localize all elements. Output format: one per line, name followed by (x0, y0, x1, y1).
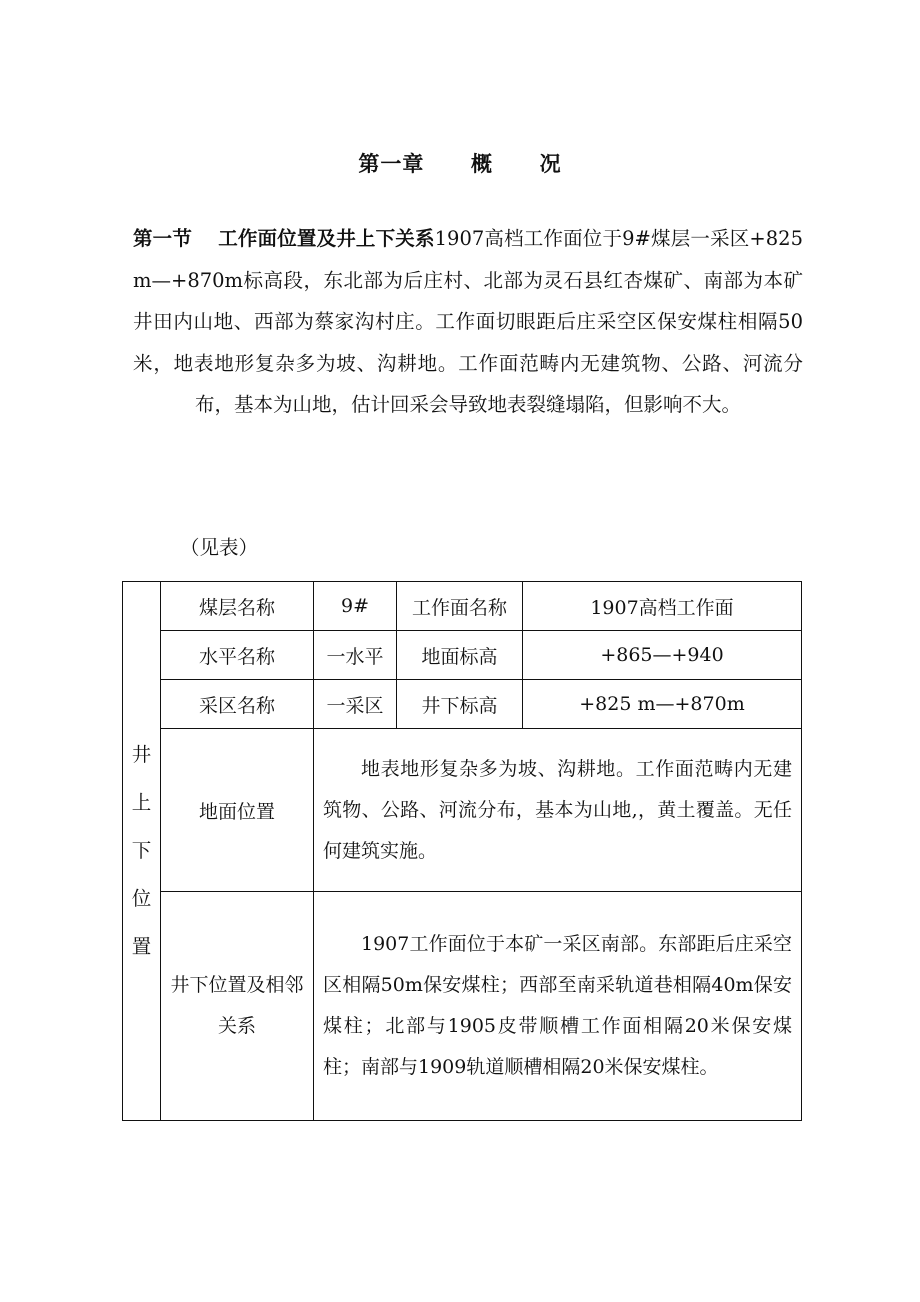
value-cell: 1907高档工作面 (523, 582, 802, 631)
value-cell: +825 m—+870m (523, 680, 802, 729)
label-cell: 地面标高 (397, 631, 523, 680)
label-cell: 煤层名称 (161, 582, 314, 631)
see-table-note: （见表） (180, 536, 259, 559)
section-body: 1907高档工作面位于9#煤层一采区+825 m—+870m标高段，东北部为后庄村、北部为灵石县红杏煤矿、南部为本矿井田内山地、西部为蔡家沟村庄。工作面切眼距后庄采空区保安煤柱相隔50米，地表地形复杂多为坡、沟耕地。工作面范畴内无建筑物、公路、河流分布，基本为山地，估计回采会导致地表裂缝塌陷，但影响不大。 (133, 227, 803, 417)
group-label: 井上下位置 (131, 743, 152, 958)
section-number: 第一节 (133, 227, 193, 250)
value-cell: +865—+940 (523, 631, 802, 680)
underground-label-cell (161, 892, 314, 1121)
table-row (123, 680, 802, 729)
value-cell: 一采区 (314, 680, 397, 729)
table-row (123, 582, 802, 631)
chapter-title (0, 148, 920, 178)
label-cell: 采区名称 (161, 680, 314, 729)
chapter-word-2: 况 (539, 151, 562, 176)
surface-label-cell: 地面位置 (161, 729, 314, 892)
surface-description: 地表地形复杂多为坡、沟耕地。工作面范畴内无建筑物、公路、河流分布，基本为山地,，黄土覆盖。无任何建筑实施。 (314, 729, 802, 892)
underground-description: 1907工作面位于本矿一采区南部。东部距后庄采空区相隔50m保安煤柱；西部至南采轨道巷相隔40m保安煤柱；北部与1905皮带顺槽工作面相隔20米保安煤柱；南部与1909轨道顺槽相隔20米保安煤柱。 (314, 892, 802, 1121)
table-row (123, 631, 802, 680)
section-paragraph (133, 218, 803, 426)
value-cell: 一水平 (314, 631, 397, 680)
table-row (123, 729, 802, 892)
position-table (122, 581, 802, 1121)
table-row (123, 892, 802, 1121)
label-cell: 水平名称 (161, 631, 314, 680)
section-title: 工作面位置及井上下关系 (218, 227, 435, 250)
underground-label: 井下位置及相邻关系 (170, 974, 304, 1037)
label-cell: 井下标高 (397, 680, 523, 729)
group-label-cell (123, 582, 161, 1121)
label-cell: 工作面名称 (397, 582, 523, 631)
chapter-number: 第一章 (358, 151, 425, 176)
value-cell: 9# (314, 582, 397, 631)
chapter-word-1: 概 (471, 151, 493, 176)
